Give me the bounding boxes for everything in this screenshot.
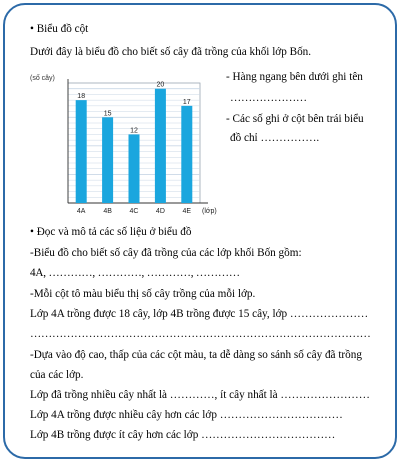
bar-4e (181, 106, 192, 203)
text-line-10: Lớp 4B trồng được ít cây hơn các lớp ……………………………… (30, 429, 336, 441)
intro-text: Dưới đây là biểu đồ cho biết số cây đã trồng của khối lớp Bốn. (30, 46, 312, 58)
note-row-labels-line2: ………………… (230, 92, 307, 104)
text-line-2: 4A, …………, …………, …………, ………… (30, 267, 240, 279)
x-tick-label-4a: 4A (76, 208, 86, 215)
section-heading-read-data: • Đọc và mô tả các số liệu ở biểu đồ (30, 226, 192, 238)
data-label-4e: 17 (182, 98, 191, 106)
text-line-5: ………………………………………………………………………………… (30, 328, 371, 340)
text-line-6: -Dựa vào độ cao, thấp của các cột màu, ta dễ dàng so sánh số cây đã trồng (30, 349, 362, 361)
bar-4a (76, 100, 87, 203)
data-label-4a: 18 (77, 93, 86, 101)
text-line-8: Lớp đã trồng nhiều cây nhất là …………, ít cây nhất là …………………… (30, 389, 370, 401)
x-tick-label-4c: 4C (129, 208, 139, 215)
text-line-9: Lớp 4A trồng được nhiều cây hơn các lớp …………………………… (30, 409, 343, 421)
text-line-7: của các lớp. (30, 369, 84, 381)
y-axis-label: (số cây) (30, 75, 55, 82)
x-tick-label-4b: 4B (103, 208, 112, 215)
text-line-1: -Biểu đồ cho biết số cây đã trồng của các lớp khối Bốn gồm: (30, 247, 302, 259)
x-tick-label-4e: 4E (182, 208, 192, 215)
bar-4b (102, 117, 113, 203)
note-column-numbers-line2: đồ chỉ ……………. (230, 132, 320, 144)
note-row-labels-line1: - Hàng ngang bên dưới ghi tên (226, 71, 363, 83)
data-label-4d: 20 (156, 81, 165, 89)
x-axis-label: (lớp) (202, 208, 217, 215)
text-line-4: Lớp 4A trồng được 18 cây, lớp 4B trồng được 15 cây, lớp ………………… (30, 308, 369, 320)
data-label-4c: 12 (130, 127, 138, 135)
text-line-3: -Mỗi cột tô màu biểu thị số cây trồng của mỗi lớp. (30, 288, 256, 300)
section-heading-bar-chart: • Biểu đồ cột (30, 23, 89, 35)
x-tick-label-4d: 4D (155, 208, 165, 215)
data-label-4b: 15 (103, 110, 112, 118)
bar-4c (129, 134, 140, 203)
note-column-numbers-line1: - Các số ghi ở cột bên trái biểu (226, 113, 364, 125)
bar-4d (155, 89, 166, 203)
